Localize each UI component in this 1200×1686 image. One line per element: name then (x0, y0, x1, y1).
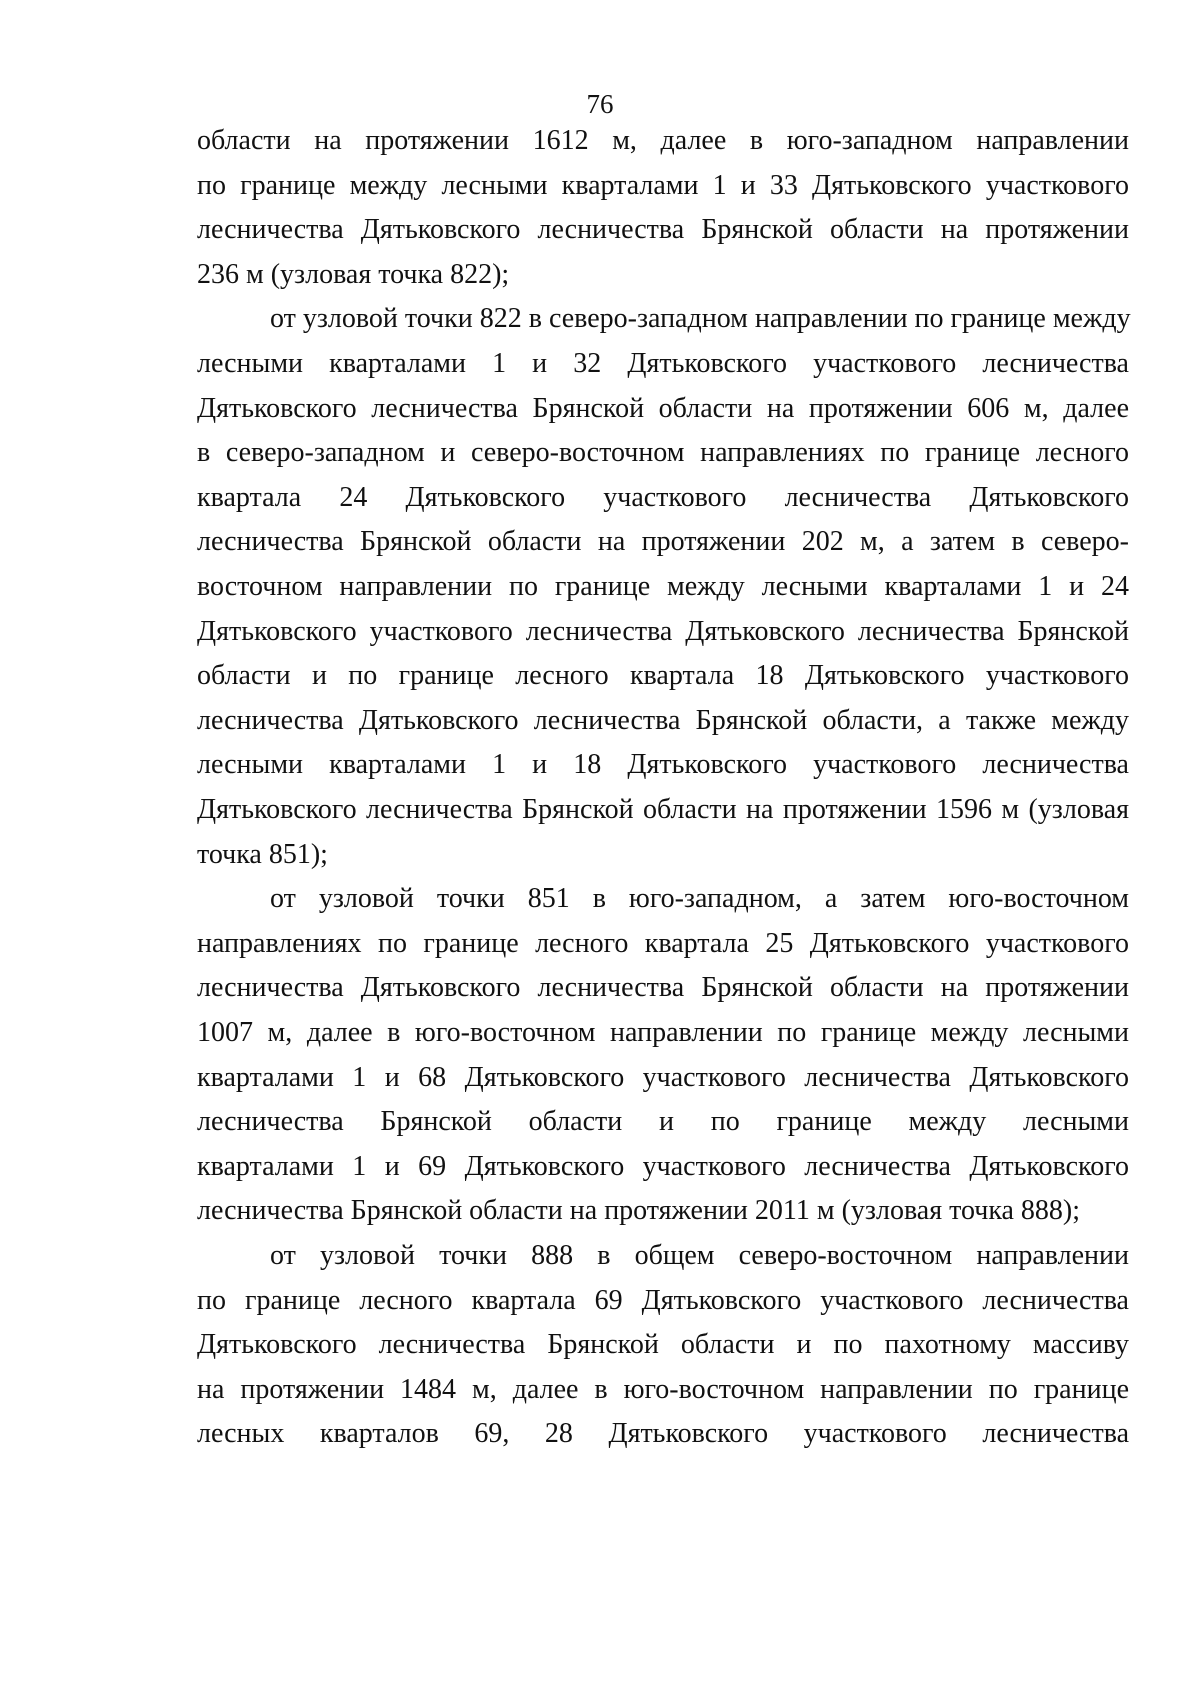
text-line: кварталами 1 и 69 Дятьковского участкового лесничества Дятьковского (197, 1150, 1129, 1182)
text-line: лесничества Брянской области на протяжении 202 м, а затем в северо- (197, 526, 1129, 558)
text-line: от узловой точки 851 в юго-западном, а затем юго-восточном (270, 883, 1129, 915)
text-line: лесными кварталами 1 и 18 Дятьковского участкового лесничества (197, 749, 1129, 781)
page-number: 76 (586, 89, 614, 119)
text-line: квартала 24 Дятьковского участкового лесничества Дятьковского (197, 481, 1129, 513)
text-line: лесничества Брянской области на протяжении 2011 м (узловая точка 888); (197, 1195, 1081, 1227)
text-line: области и по границе лесного квартала 18 Дятьковского участкового (197, 660, 1129, 692)
text-line: Дятьковского лесничества Брянской области на протяжении 606 м, далее (197, 392, 1129, 424)
text-line: 236 м (узловая точка 822); (197, 258, 510, 290)
text-line: лесничества Дятьковского лесничества Брянской области на протяжении (197, 214, 1129, 246)
text-line: лесных кварталов 69, 28 Дятьковского участкового лесничества (197, 1418, 1129, 1450)
text-line: 1007 м, далее в юго-восточном направлении по границе между лесными (197, 1017, 1129, 1048)
text-line: направлениях по границе лесного квартала 25 Дятьковского участкового (197, 927, 1129, 959)
text-line: по границе лесного квартала 69 Дятьковского участкового лесничества (197, 1284, 1129, 1316)
text-line: кварталами 1 и 68 Дятьковского участкового лесничества Дятьковского (197, 1061, 1129, 1093)
text-line: от узловой точки 888 в общем северо-восточном направлении (270, 1240, 1129, 1271)
text-line: лесничества Дятьковского лесничества Брянской области, а также между (197, 704, 1129, 736)
text-line: восточном направлении по границе между лесными кварталами 1 и 24 (197, 571, 1129, 602)
text-line: на протяжении 1484 м, далее в юго-восточном направлении по границе (197, 1373, 1129, 1405)
text-line: Дятьковского лесничества Брянской области и по пахотному массиву (197, 1329, 1129, 1361)
text-line: от узловой точки 822 в северо-западном направлении по границе между (270, 303, 1131, 335)
text-line: лесничества Дятьковского лесничества Брянской области на протяжении (197, 972, 1129, 1004)
text-line: по границе между лесными кварталами 1 и 33 Дятьковского участкового (197, 169, 1129, 201)
text-line: Дятьковского лесничества Брянской области на протяжении 1596 м (узловая (197, 794, 1129, 825)
text-line: области на протяжении 1612 м, далее в юго-западном направлении (197, 125, 1129, 156)
text-line: в северо-западном и северо-восточном направлениях по границе лесного (197, 437, 1129, 469)
text-line: точка 851); (197, 838, 328, 870)
text-line: Дятьковского участкового лесничества Дятьковского лесничества Брянской (197, 615, 1129, 647)
text-line: лесничества Брянской области и по границе между лесными (197, 1106, 1129, 1138)
text-line: лесными кварталами 1 и 32 Дятьковского участкового лесничества (197, 348, 1129, 379)
